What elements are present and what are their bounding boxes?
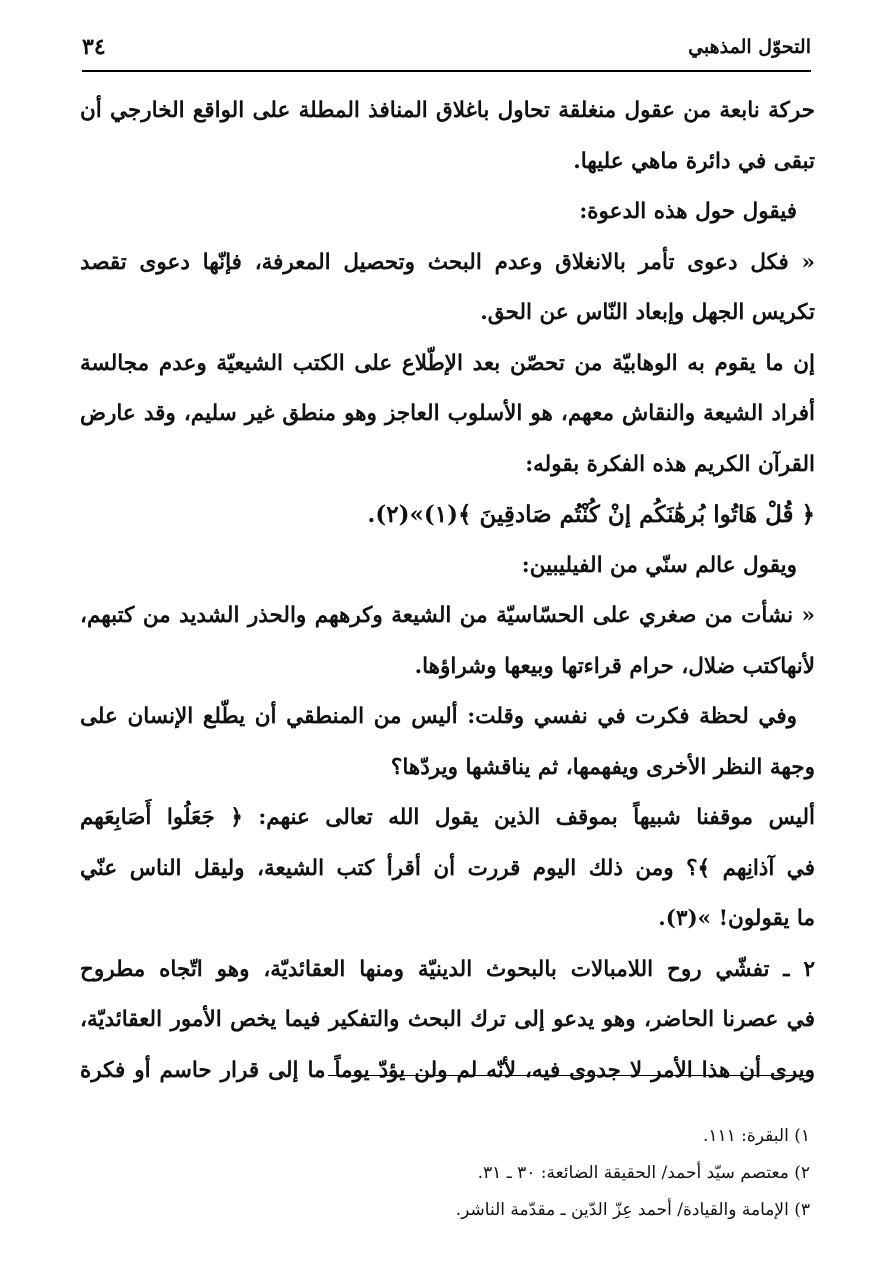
footnote: ٣) الإمامة والقيادة/ أحمد عِزّ الدّين ـ مقدّمة الناشر. (455, 1200, 810, 1220)
quote-line: في آذانِهم ﴾؟ ومن ذلك اليوم قررت أن أقرأ كتب الشيعة، وليقل الناس عنّي (80, 855, 815, 881)
footnote: ١) البقرة: ١١١. (702, 1126, 810, 1146)
quote-line: أليس موقفنا شبيهاً بموقف الذين يقول الله تعالى عنهم: ﴿ جَعَلُوا أَصَابِعَهم (80, 805, 815, 830)
body-text (80, 86, 815, 1096)
quote-line: وفي لحظة فكرت في نفسي وقلت: أليس من المنطقي أن يطّلع الإنسان على (80, 704, 797, 729)
header-rule (82, 70, 811, 72)
page-number: ٣٤ (82, 34, 106, 60)
text-line: ويقول عالم سنّي من الفيليبين: (521, 552, 797, 578)
quote-line: إن ما يقوم به الوهابيّة من تحصّن بعد الإطّلاع على الكتب الشيعيّة وعدم مجالسة (80, 350, 815, 376)
page-header (82, 32, 811, 72)
quote-line: تكريس الجهل وإبعاد النّاس عن الحق. (480, 300, 815, 325)
quote-line: لأنهاكتب ضلال، حرام قراءتها وبيعها وشراؤها. (414, 653, 815, 679)
running-title: التحوّل المذهبي (688, 36, 811, 58)
text-line: حركة نابعة من عقول منغلقة تحاول باغلاق المنافذ المطلة على الواقع الخارجي أن (80, 98, 815, 123)
text-line: في عصرنا الحاضر، وهو يدعو إلى ترك البحث والتفكير فيما يخص الأمور العقائديّة، (80, 1007, 815, 1032)
quote-line: وجهة النظر الأخرى ويفهمها، ثم يناقشها ويردّها؟ (390, 754, 815, 780)
quran-verse-line: ﴿ قُلْ هَاتُوا بُرهَٰنَكُم إنْ كُنْتُم صَادقِينَ ﴾(١)»(٢). (367, 501, 815, 528)
text-line: ويرى أن هذا الأمر لا جدوى فيه، لأنّه لم ولن يؤدّ يوماً ما إلى قرار حاسم أو فكرة (80, 1057, 815, 1083)
quote-line: أفراد الشيعة والنقاش معهم، هو الأسلوب العاجز وهو منطق غير سليم، وقد عارض (80, 401, 815, 426)
footnote: ٢) معتصم سيّد أحمد/ الحقيقة الضائعة: ٣٠ ـ ٣١. (477, 1163, 810, 1183)
quote-line: « فكل دعوى تأمر بالانغلاق وعدم البحث وتحصيل المعرفة، فإنّها دعوى تقصد (80, 249, 815, 275)
text-line: تبقى في دائرة ماهي عليها. (573, 148, 815, 174)
footnotes (200, 1118, 810, 1229)
text-line: ٢ ـ تفشّي روح اللامبالات بالبحوث الدينيّة ومنها العقائديّة، وهو اتّجاه مطروح (80, 956, 815, 982)
footnote-separator (328, 1075, 813, 1076)
quote-line: ما يقولون! »(٣). (658, 906, 815, 931)
text-line: فيقول حول هذه الدعوة: (579, 199, 797, 224)
quote-line: « نشأت من صغري على الحسّاسيّة من الشيعة وكرههم والحذر الشديد من كتبهم، (80, 603, 815, 628)
quote-line: القرآن الكريم هذه الفكرة بقوله: (525, 451, 815, 477)
